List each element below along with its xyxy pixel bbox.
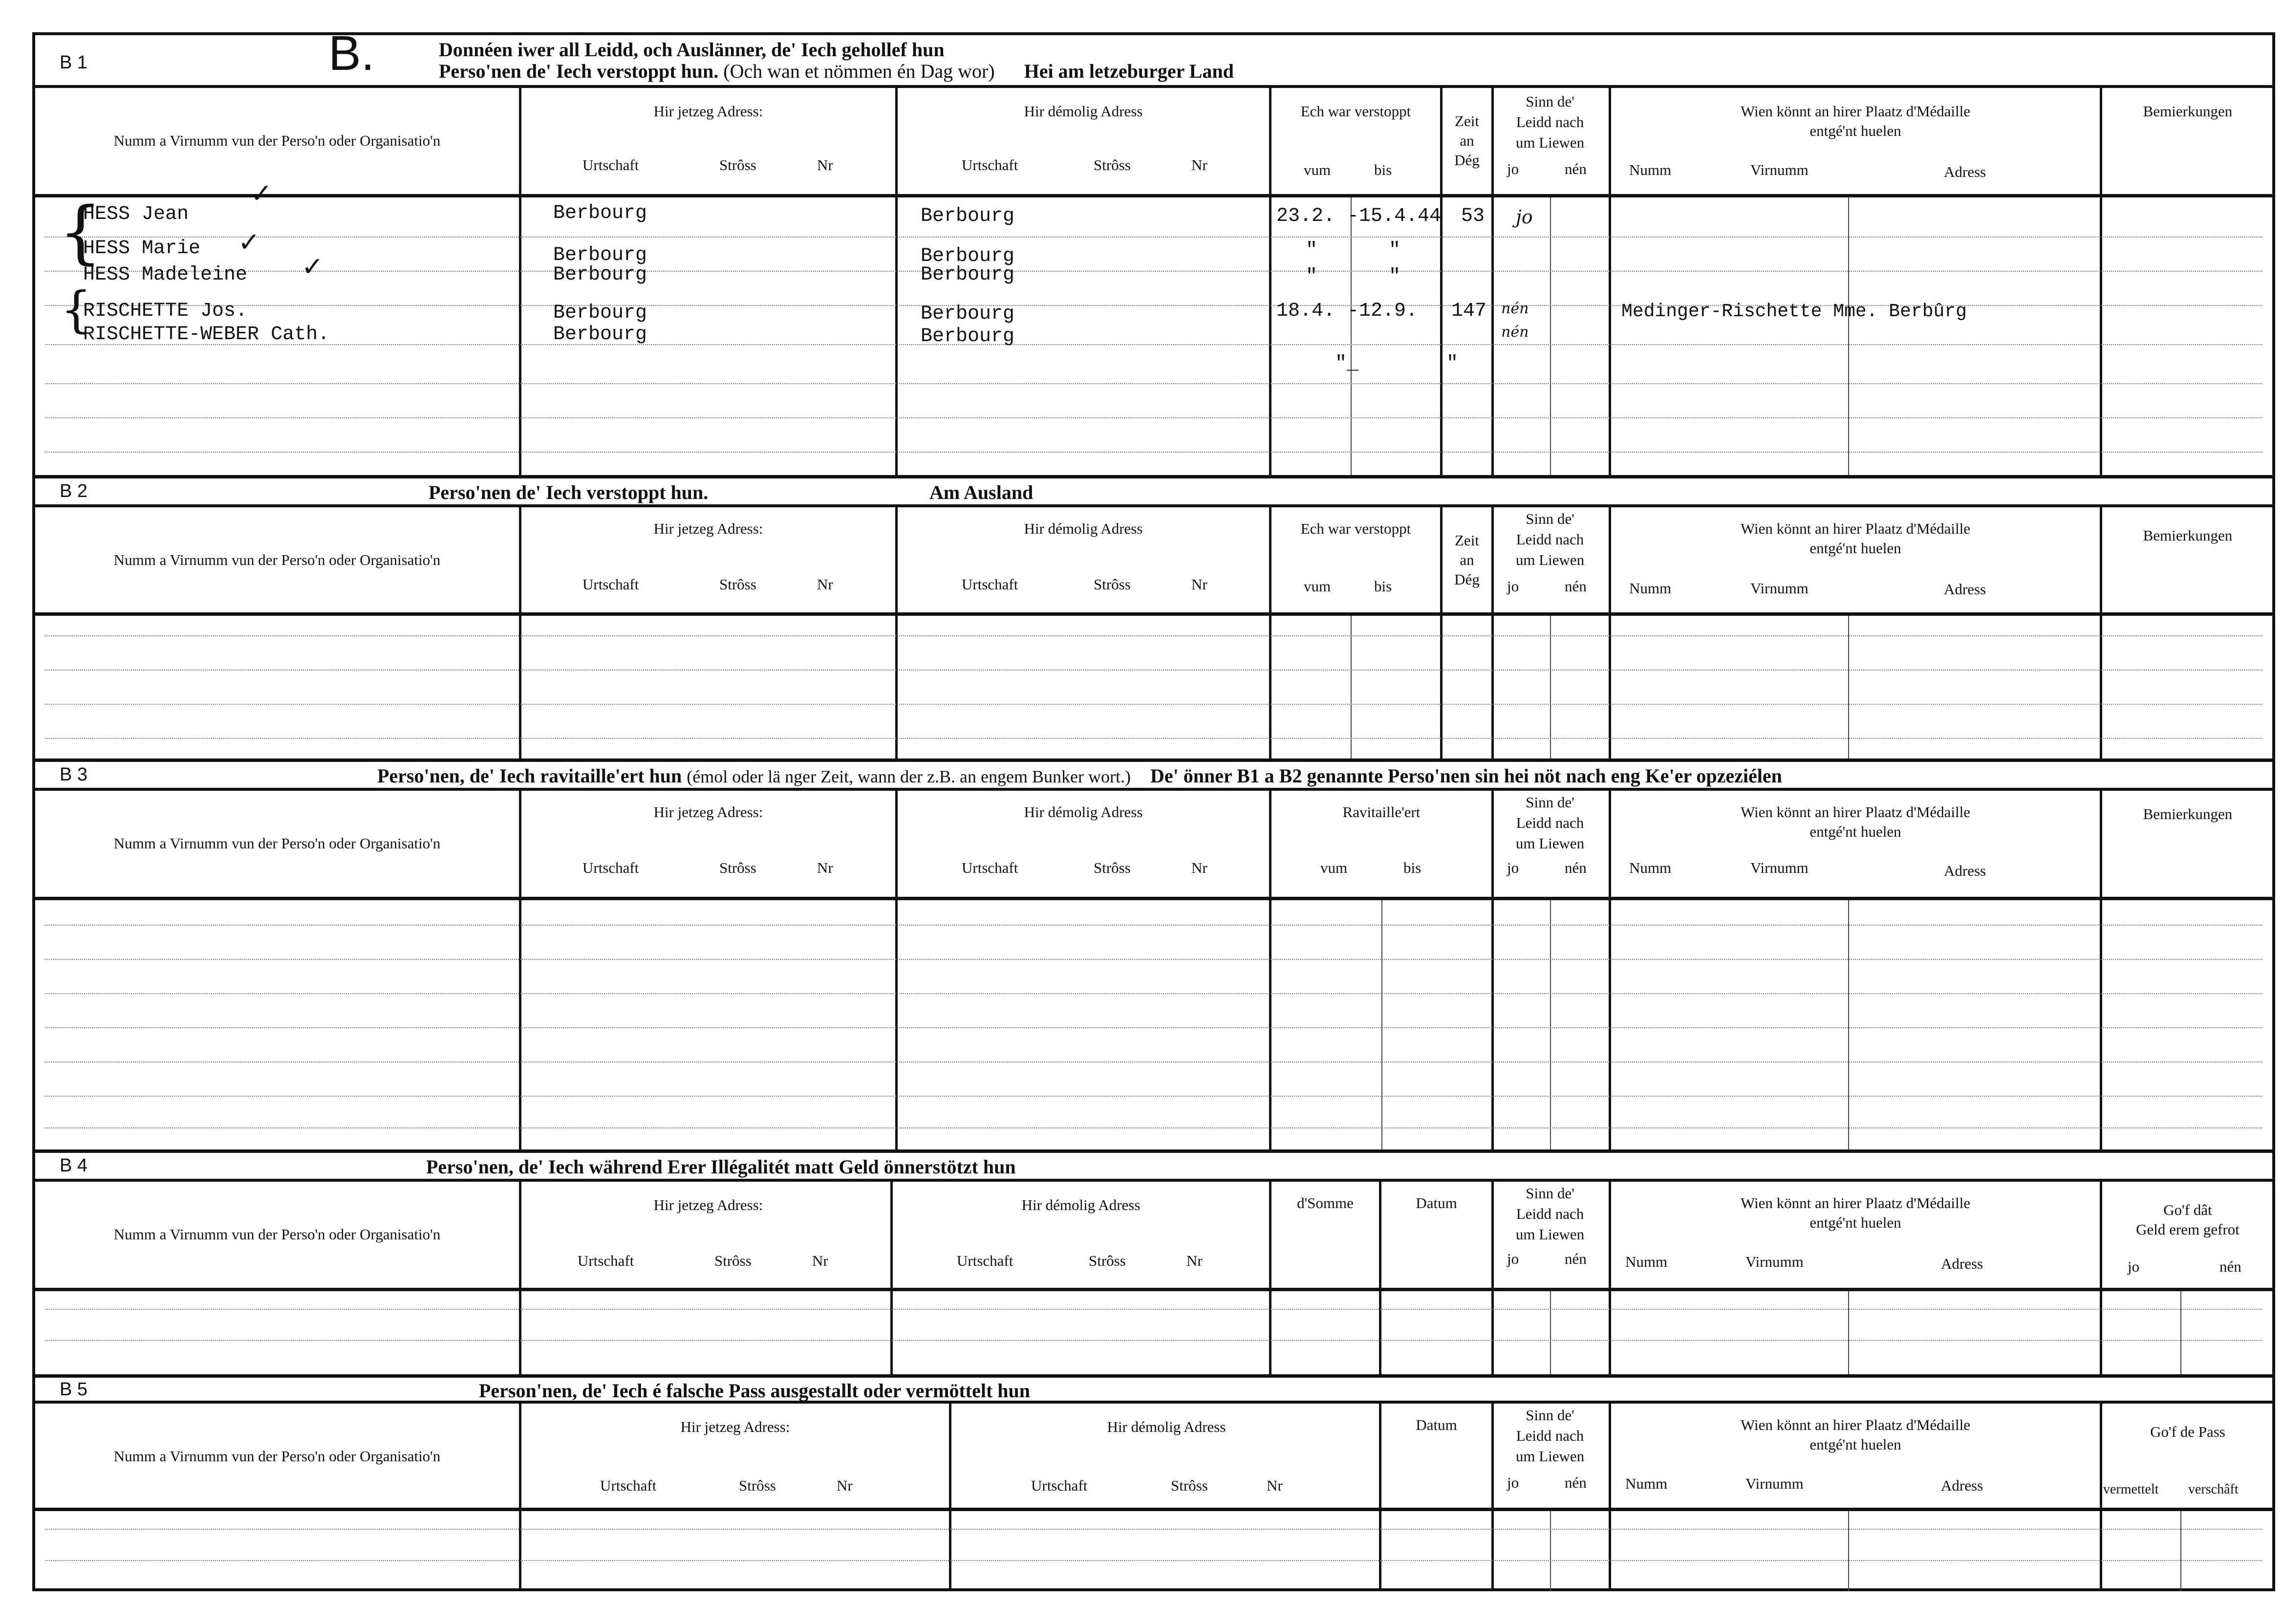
header-medal-2: entgé'nt huelen (1809, 122, 1901, 139)
header-current-address: Hir jetzeg Adress: (653, 803, 763, 821)
header-remarks: Bemierkungen (2143, 527, 2233, 544)
header-hidden: Ech war verstoppt (1300, 103, 1411, 120)
header-survived-2: Leidd nach (1516, 531, 1584, 548)
section-b4-body (35, 1291, 2272, 1378)
header-medal-1: Wien könnt an hirer Plaatz d'Médaille (1740, 103, 1971, 120)
header-last-name: Numm (1625, 1253, 1668, 1270)
entry-former-place: Berbourg (921, 325, 1015, 347)
header-to: bis (1403, 859, 1421, 876)
section-b1-heading-line2-main: Perso'nen de' Iech verstoppt hun. (439, 60, 719, 82)
section-b3-column-headers (35, 791, 2272, 900)
entry-ditto: " (1306, 239, 1318, 261)
section-b4-heading: Perso'nen, de' Iech während Erer Illégalitét matt Geld önnerstötzt hun (426, 1156, 1016, 1178)
header-pass-issued: vermettelt (2103, 1482, 2159, 1497)
header-medal-2: entgé'nt huelen (1809, 823, 1901, 840)
section-b1-heading-line2 (439, 60, 1234, 83)
header-days-1: Zeit (1455, 112, 1479, 130)
entry-name: RISCHETTE Jos. (83, 300, 248, 322)
entry-current-place: Berbourg (553, 302, 647, 324)
header-survived-1: Sinn de' (1526, 510, 1574, 527)
header-former-nr: Nr (1267, 1477, 1283, 1494)
section-b2 (35, 475, 2272, 758)
header-yes: jo (1507, 578, 1519, 595)
header-yes: jo (1507, 1250, 1519, 1267)
section-b2-heading: Perso'nen de' Iech verstoppt hun. (429, 481, 709, 503)
section-b5-column-headers (35, 1404, 2272, 1511)
header-current-place: Urtschaft (582, 156, 639, 173)
header-current-place: Urtschaft (600, 1477, 657, 1494)
header-pass: Go'f de Pass (2150, 1423, 2225, 1440)
resistance-form-section-b (32, 26, 2275, 1591)
section-b4 (35, 1149, 2272, 1374)
entry-former-place: Berbourg (921, 264, 1015, 286)
header-remarks: Bemierkungen (2143, 805, 2233, 823)
header-current-nr: Nr (812, 1252, 828, 1269)
header-supplied: Ravitaille'ert (1342, 803, 1421, 821)
header-former-place: Urtschaft (962, 859, 1018, 876)
family-brace: { (59, 193, 103, 272)
section-b5-title-bar (35, 1374, 2272, 1404)
header-days-2: an (1460, 551, 1474, 568)
header-current-address: Hir jetzeg Adress: (680, 1418, 790, 1435)
header-former-place: Urtschaft (1031, 1477, 1088, 1494)
check-mark-icon: ✓ (238, 227, 260, 258)
header-from: vum (1304, 578, 1331, 595)
header-days-3: Dég (1454, 571, 1480, 588)
header-medal-2: entgé'nt huelen (1809, 1214, 1901, 1231)
header-from: vum (1320, 859, 1348, 876)
header-from: vum (1304, 161, 1331, 178)
header-current-place: Urtschaft (582, 859, 639, 876)
section-b3-id: B 3 (60, 764, 88, 785)
section-b2-heading-tail: Am Ausland (929, 481, 1034, 503)
header-current-place: Urtschaft (582, 576, 639, 593)
header-current-street: Strôss (719, 156, 756, 173)
header-last-name: Numm (1629, 580, 1672, 597)
header-first-name: Virnumm (1750, 580, 1809, 597)
check-mark-icon: ✓ (250, 178, 273, 209)
entry-current-place: Berbourg (553, 202, 647, 224)
section-b2-title-bar (35, 475, 2272, 507)
header-name: Numm a Virnumm vun der Perso'n oder Organisatio'n (113, 1226, 441, 1243)
section-b1-heading-line1: Donnéen iwer all Leidd, och Auslänner, de' Iech gehollef hun (439, 39, 945, 61)
section-b1-column-headers (35, 88, 2272, 197)
header-name: Numm a Virnumm vun der Perso'n oder Organisatio'n (113, 551, 441, 568)
entry-current-place: Berbourg (553, 324, 647, 346)
header-address: Adress (1944, 581, 1986, 598)
entry-ditto: " (1389, 266, 1401, 288)
header-name: Numm a Virnumm vun der Perso'n oder Organisatio'n (113, 1448, 441, 1465)
header-claim-no: nén (2219, 1258, 2241, 1275)
entry-yes: jo (1516, 206, 1533, 228)
entry-days: 147 (1451, 300, 1487, 322)
header-survived-1: Sinn de' (1526, 1185, 1574, 1202)
family-brace: { (61, 281, 92, 338)
entry-ditto: " (1389, 239, 1401, 261)
header-current-street: Strôss (714, 1252, 752, 1269)
header-medal-1: Wien könnt an hirer Plaatz d'Médaille (1740, 1416, 1971, 1433)
entry-name: HESS Jean (83, 203, 189, 225)
entry-former-place: Berbourg (921, 303, 1015, 325)
entry-no: nén (1501, 324, 1529, 341)
entry-no: nén (1501, 300, 1529, 317)
entry-from: 23.2. (1276, 205, 1335, 227)
entry-ditto: "_ (1335, 353, 1359, 375)
section-b3-body (35, 900, 2272, 1153)
header-former-address: Hir démolig Adress (1024, 103, 1143, 120)
header-to: bis (1374, 161, 1392, 178)
section-b5-body (35, 1511, 2272, 1591)
header-no: nén (1565, 859, 1587, 876)
header-current-place: Urtschaft (578, 1252, 634, 1269)
header-survived-2: Leidd nach (1516, 1427, 1584, 1444)
section-b4-column-headers (35, 1182, 2272, 1291)
section-b2-column-headers (35, 507, 2272, 616)
section-b3-title-bar (35, 758, 2272, 791)
header-current-address: Hir jetzeg Adress: (653, 1196, 763, 1213)
header-current-nr: Nr (837, 1477, 853, 1494)
header-former-nr: Nr (1191, 156, 1207, 173)
header-survived-2: Leidd nach (1516, 1205, 1584, 1222)
header-former-address: Hir démolig Adress (1024, 520, 1143, 537)
entry-ditto: " (1446, 353, 1459, 375)
header-former-street: Strôss (1094, 576, 1131, 593)
section-b3-heading-paren: (émol oder lä nger Zeit, wann der z.B. an engem Bunker wort.) (687, 767, 1131, 786)
header-medal-2: entgé'nt huelen (1809, 1436, 1901, 1453)
header-current-nr: Nr (817, 576, 833, 593)
header-current-street: Strôss (719, 859, 756, 876)
header-address: Adress (1944, 862, 1986, 879)
header-days-1: Zeit (1455, 532, 1479, 549)
header-first-name: Virnumm (1745, 1475, 1804, 1492)
header-medal-1: Wien könnt an hirer Plaatz d'Médaille (1740, 520, 1971, 537)
header-money-claim-2: Geld erem gefrot (2136, 1221, 2240, 1238)
entry-to: -12.9. (1347, 300, 1418, 322)
entry-former-place: Berbourg (921, 245, 1015, 267)
header-survived-2: Leidd nach (1516, 113, 1584, 130)
entry-name: HESS Marie (83, 238, 201, 260)
entry-name: HESS Madeleine (83, 264, 248, 286)
header-money-claim-1: Go'f dât (2163, 1201, 2212, 1218)
header-no: nén (1565, 160, 1587, 177)
header-yes: jo (1507, 160, 1519, 177)
header-former-address: Hir démolig Adress (1107, 1418, 1226, 1435)
section-b1-body (35, 178, 2272, 478)
section-b1-heading-paren: (Och wan et nömmen én Dag wor) (723, 60, 995, 82)
header-former-place: Urtschaft (962, 576, 1018, 593)
entry-current-place: Berbourg (553, 264, 647, 286)
header-yes: jo (1507, 859, 1519, 876)
header-survived-3: um Liewen (1515, 134, 1585, 151)
header-no: nén (1565, 1474, 1587, 1491)
header-survived-3: um Liewen (1515, 835, 1585, 852)
header-survived-1: Sinn de' (1526, 794, 1574, 811)
header-former-address: Hir démolig Adress (1021, 1196, 1141, 1213)
header-address: Adress (1941, 1477, 1983, 1494)
header-survived-1: Sinn de' (1526, 1407, 1574, 1424)
section-b1-title-bar (35, 26, 2272, 88)
section-b3-heading-tail: De' önner B1 a B2 genannte Perso'nen sin hei nöt nach eng Ke'er opzeziélen (1150, 765, 1782, 787)
header-former-nr: Nr (1191, 576, 1207, 593)
header-no: nén (1565, 1250, 1587, 1267)
header-former-nr: Nr (1186, 1252, 1203, 1269)
header-current-nr: Nr (817, 859, 833, 876)
entry-former-place: Berbourg (921, 205, 1015, 227)
header-date: Datum (1416, 1194, 1457, 1212)
entry-days: 53 (1461, 205, 1485, 227)
header-current-street: Strôss (739, 1477, 776, 1494)
header-hidden: Ech war verstoppt (1300, 520, 1411, 537)
header-current-address: Hir jetzeg Adress: (653, 103, 763, 120)
section-b4-id: B 4 (60, 1155, 88, 1176)
header-last-name: Numm (1629, 859, 1672, 876)
header-remarks: Bemierkungen (2143, 103, 2233, 120)
header-name: Numm a Virnumm vun der Perso'n oder Organisatio'n (113, 132, 441, 149)
section-b1-heading-tail: Hei am letzeburger Land (1024, 60, 1234, 82)
header-last-name: Numm (1625, 1475, 1668, 1492)
header-first-name: Virnumm (1745, 1253, 1804, 1270)
header-former-place: Urtschaft (957, 1252, 1013, 1269)
header-first-name: Virnumm (1750, 161, 1809, 178)
header-former-street: Strôss (1094, 859, 1131, 876)
header-survived-3: um Liewen (1515, 551, 1585, 568)
header-address: Adress (1944, 163, 1986, 180)
header-survived-1: Sinn de' (1526, 93, 1574, 110)
header-survived-3: um Liewen (1515, 1448, 1585, 1465)
section-b5 (35, 1374, 2272, 1591)
section-b1-letter: B. (328, 26, 375, 81)
header-current-nr: Nr (817, 156, 833, 173)
header-former-street: Strôss (1094, 156, 1131, 173)
header-no: nén (1565, 578, 1587, 595)
header-current-address: Hir jetzeg Adress: (653, 520, 763, 537)
section-b5-heading: Person'nen, de' Iech é falsche Pass ausgestallt oder vermöttelt hun (479, 1380, 1031, 1402)
header-former-nr: Nr (1191, 859, 1207, 876)
section-b1 (35, 26, 2272, 475)
section-b3-heading-main: Perso'nen, de' Iech ravitaille'ert hun (377, 765, 682, 787)
entry-ditto: " (1306, 266, 1318, 288)
section-b5-id: B 5 (60, 1379, 88, 1400)
header-medal-1: Wien könnt an hirer Plaatz d'Médaille (1740, 1194, 1971, 1212)
header-former-street: Strôss (1089, 1252, 1126, 1269)
header-survived-2: Leidd nach (1516, 814, 1584, 831)
entry-medal-recipient: Medinger-Rischette Mme. Berbûrg (1621, 301, 1967, 322)
section-b1-id: B 1 (60, 52, 88, 73)
header-days-2: an (1460, 132, 1474, 149)
section-b4-title-bar (35, 1149, 2272, 1182)
header-claim-yes: jo (2128, 1258, 2140, 1275)
check-mark-icon: ✓ (302, 251, 324, 282)
section-b3 (35, 758, 2272, 1149)
header-medal-2: entgé'nt huelen (1809, 540, 1901, 557)
header-former-place: Urtschaft (962, 156, 1018, 173)
header-date: Datum (1416, 1416, 1457, 1433)
entry-name: RISCHETTE-WEBER Cath. (83, 324, 330, 346)
header-survived-3: um Liewen (1515, 1226, 1585, 1243)
header-name: Numm a Virnumm vun der Perso'n oder Organisatio'n (113, 835, 441, 852)
header-sum: d'Somme (1297, 1194, 1354, 1212)
header-to: bis (1374, 578, 1392, 595)
header-days-3: Dég (1454, 152, 1480, 169)
header-yes: jo (1507, 1474, 1519, 1491)
entry-from: 18.4. (1276, 300, 1335, 322)
entry-current-place: Berbourg (553, 244, 647, 266)
header-address: Adress (1941, 1255, 1983, 1272)
section-b2-body (35, 616, 2272, 762)
section-b2-id: B 2 (60, 481, 88, 501)
section-b3-heading (377, 764, 1782, 787)
header-pass-abandoned: verschâft (2188, 1482, 2239, 1497)
header-former-address: Hir démolig Adress (1024, 803, 1143, 821)
header-medal-1: Wien könnt an hirer Plaatz d'Médaille (1740, 803, 1971, 821)
header-last-name: Numm (1629, 161, 1672, 178)
header-first-name: Virnumm (1750, 859, 1809, 876)
entry-to: -15.4.44 (1347, 205, 1442, 227)
header-current-street: Strôss (719, 576, 756, 593)
header-former-street: Strôss (1171, 1477, 1208, 1494)
